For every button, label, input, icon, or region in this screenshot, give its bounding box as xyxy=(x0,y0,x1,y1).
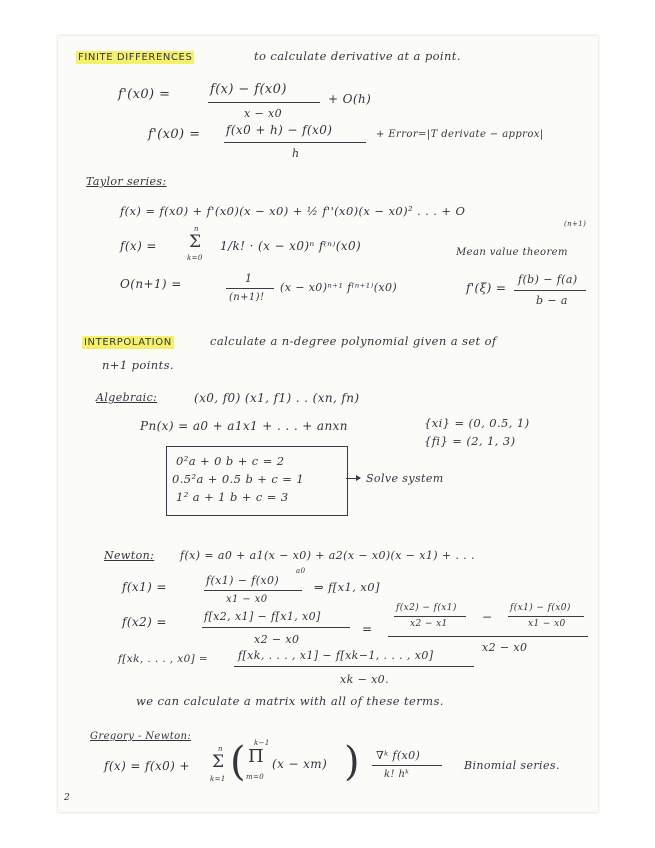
fd-eq2-num: f(x0 + h) − f(x0) xyxy=(226,123,333,137)
interpolation-heading: INTERPOLATION xyxy=(84,337,172,348)
gregory-eq-lhs: f(x) = f(x0) + xyxy=(104,759,190,773)
fd-eq1-lhs: f'(x0) = xyxy=(118,87,171,102)
newton-eq2-outer-den: x2 − x0 xyxy=(482,641,528,654)
solve-arrow xyxy=(346,478,360,479)
newton-eq2-outer-bar xyxy=(388,636,588,637)
page-number: 2 xyxy=(64,793,71,803)
newton-eq2b-den: x1 − x0 xyxy=(528,619,566,629)
newton-eq3-bar xyxy=(234,666,474,667)
taylor-eq1-order: (n+1) xyxy=(564,220,587,228)
gregory-prod-body: (x − xm) xyxy=(272,757,328,771)
mvt-num: f(b) − f(a) xyxy=(518,273,578,286)
interp-intro: calculate a n-degree polynomial given a set of xyxy=(210,334,497,348)
fd-eq1-tail: + O(h) xyxy=(328,92,372,106)
newton-eq2a-num: f(x2) − f(x1) xyxy=(396,603,457,613)
gregory-frac-den: k! hᵏ xyxy=(384,769,410,780)
newton-eq2b-bar xyxy=(508,616,584,617)
fd-eq2-den: h xyxy=(292,147,300,160)
taylor-sum-top: n xyxy=(194,225,199,233)
newton-label: Newton: xyxy=(104,549,155,562)
fd-eq1-num: f(x) − f(x0) xyxy=(210,82,287,97)
newton-eq2b-num: f(x1) − f(x0) xyxy=(510,603,571,613)
newton-eq2-bar xyxy=(202,627,350,628)
gregory-sum-bottom: k=1 xyxy=(210,775,226,783)
taylor-sum-sign: Σ xyxy=(189,232,202,252)
interp-fi: {fi} = (2, 1, 3) xyxy=(424,434,516,448)
mvt-den: b − a xyxy=(536,294,568,307)
taylor-eq1: f(x) = f(x0) + f'(x0)(x − x0) + ½ f''(x0)(x − x0)² . . . + O xyxy=(120,204,466,218)
newton-eq2-minus: − xyxy=(482,610,493,624)
interp-points: (x0, f0) (x1, f1) . . (xn, fn) xyxy=(194,391,360,405)
newton-eq1-num: f(x1) − f(x0) xyxy=(206,574,280,587)
newton-eq2-den: x2 − x0 xyxy=(254,633,300,646)
interp-poly: Pn(x) = a0 + a1x1 + . . . + anxn xyxy=(140,419,348,433)
fd-eq2-bar xyxy=(224,142,366,143)
gregory-prod-sign: Π xyxy=(248,746,265,767)
taylor-eq3-num: 1 xyxy=(245,272,253,285)
newton-eq1-lhs: f(x1) = xyxy=(122,580,167,594)
gregory-frac-bar xyxy=(372,765,442,766)
mvt-lhs: f'(ξ) = xyxy=(466,281,507,295)
gregory-prod-top: k−1 xyxy=(254,739,270,747)
gregory-sum-top: n xyxy=(218,745,223,753)
system-row-2: 0.5²a + 0.5 b + c = 1 xyxy=(172,472,305,486)
solve-system-label: Solve system xyxy=(366,472,444,485)
gregory-sum-sign: Σ xyxy=(212,752,225,772)
interp-intro2: n+1 points. xyxy=(102,358,174,372)
newton-eq2-lhs: f(x2) = xyxy=(122,615,167,629)
algebraic-label: Algebraic: xyxy=(96,391,158,404)
newton-eq3-den: xk − x0. xyxy=(340,673,389,686)
gregory-open-paren: ( xyxy=(230,739,247,785)
gregory-close-paren: ) xyxy=(344,739,361,785)
newton-eq3-num: f[xk, . . . , x1] − f[xk−1, . . . , x0] xyxy=(238,649,434,662)
binomial-series-label: Binomial series. xyxy=(464,759,560,772)
taylor-eq3-body: (x − x0)ⁿ⁺¹ f⁽ⁿ⁺¹⁾(x0) xyxy=(280,281,398,294)
mvt-bar xyxy=(514,290,586,291)
system-row-1: 0²a + 0 b + c = 2 xyxy=(176,454,285,468)
fd-eq1-den: x − x0 xyxy=(244,107,283,120)
gregory-newton-label: Gregory - Newton: xyxy=(90,731,192,742)
newton-eq2-num: f[x2, x1] − f[x1, x0] xyxy=(204,610,321,623)
newton-eq1-tail: ⇒ f[x1, x0] xyxy=(314,580,380,594)
taylor-sum-bottom: k=0 xyxy=(187,254,203,262)
fd-eq1-bar xyxy=(208,102,320,103)
finite-differences-heading: FINITE DIFFERENCES xyxy=(78,52,193,63)
newton-eq1-den: x1 − x0 xyxy=(226,594,268,605)
taylor-eq2-lhs: f(x) = xyxy=(120,239,157,253)
mvt-label: Mean value theorem xyxy=(456,247,568,258)
fd-eq2-tail: + Error=|T derivate − approx| xyxy=(376,129,544,140)
finite-intro: to calculate derivative at a point. xyxy=(254,49,461,63)
newton-eq1-bar xyxy=(204,590,302,591)
taylor-eq3-bar xyxy=(226,288,274,289)
fd-eq2-lhs: f'(x0) = xyxy=(148,127,201,142)
notebook-page xyxy=(58,36,598,812)
system-row-3: 1² a + 1 b + c = 3 xyxy=(176,490,289,504)
taylor-eq2-body: 1/k! · (x − x0)ⁿ f⁽ⁿ⁾(x0) xyxy=(220,239,362,253)
newton-matrix-note: we can calculate a matrix with all of these terms. xyxy=(136,694,444,708)
newton-eq0: f(x) = a0 + a1(x − x0) + a2(x − x0)(x − x1) + . . . xyxy=(180,549,475,562)
gregory-prod-bottom: m=0 xyxy=(246,773,265,781)
taylor-label: Taylor series: xyxy=(86,175,167,188)
newton-eq2a-bar xyxy=(394,616,466,617)
taylor-eq3-den: (n+1)! xyxy=(229,292,265,303)
newton-eq2-equals: = xyxy=(362,622,373,636)
newton-eq2a-den: x2 − x1 xyxy=(410,619,448,629)
taylor-eq3-lhs: O(n+1) = xyxy=(120,277,182,291)
gregory-frac-num: ∇ᵏ f(x0) xyxy=(376,749,421,762)
interp-xi: {xi} = (0, 0.5, 1) xyxy=(424,416,530,430)
newton-eq3-lhs: f[xk, . . . , x0] = xyxy=(118,653,209,665)
newton-a0-note: a0 xyxy=(296,567,306,575)
